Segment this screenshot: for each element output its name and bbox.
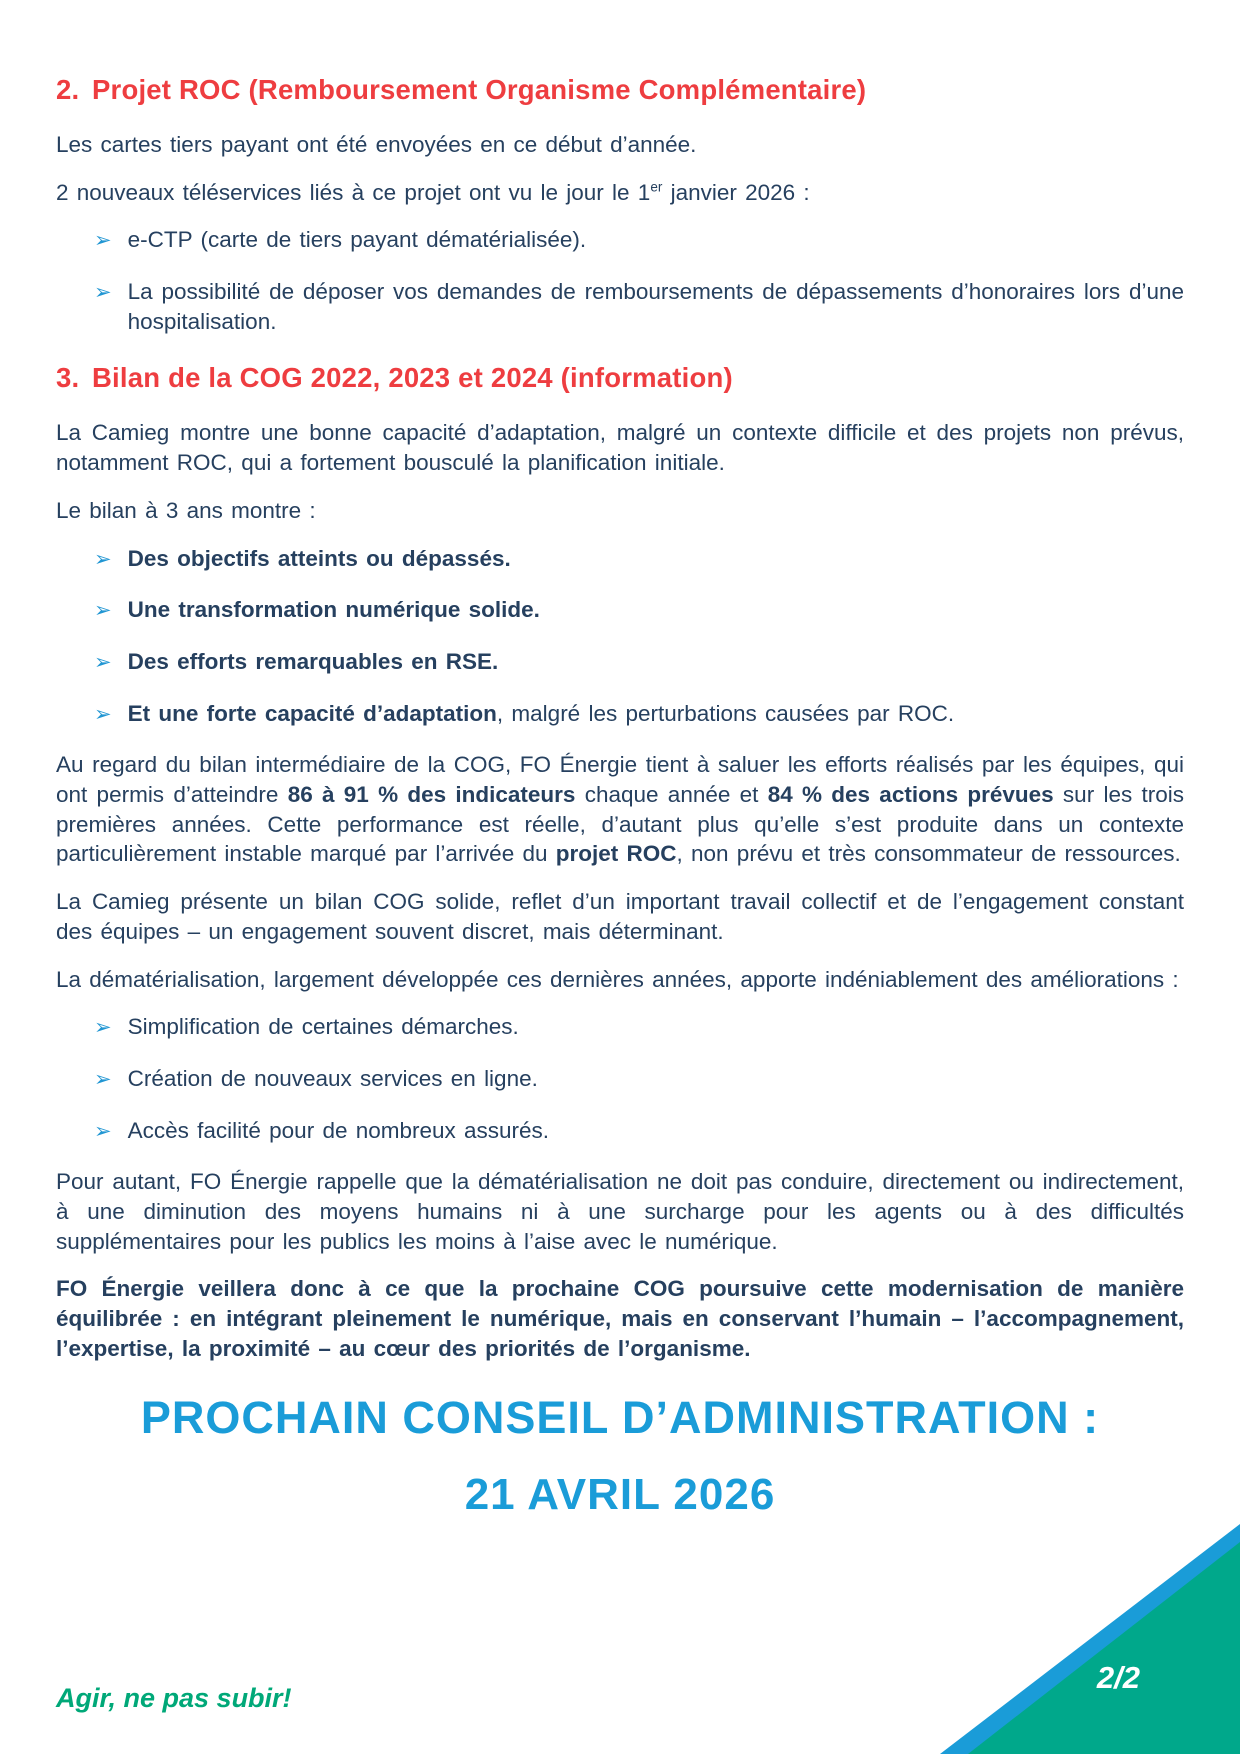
paragraph-bilan-cog-solide: La Camieg présente un bilan COG solide, reflet d’un important travail collectif et de l’engagement constant des équipes – un engagement souvent discret, mais déterminant. xyxy=(56,889,1184,944)
section-3-bullet-list xyxy=(56,1012,1184,1145)
paragraph-cartes-tiers-payant: Les cartes tiers payant ont été envoyées en ce début d’année. xyxy=(56,132,697,157)
arrow-bullet-icon: ➢ xyxy=(94,1119,112,1143)
list-item xyxy=(56,1012,1184,1042)
section-3-number: 3. xyxy=(56,362,80,394)
list-item-text: Des efforts remarquables en RSE. xyxy=(127,648,499,674)
list-item-text: Des objectifs atteints ou dépassés. xyxy=(127,545,511,571)
list-item xyxy=(56,277,1184,336)
arrow-bullet-icon: ➢ xyxy=(94,599,112,623)
arrow-bullet-icon: ➢ xyxy=(94,1016,112,1040)
paragraph-fo-energie-veillera: FO Énergie veillera donc à ce que la prochaine COG poursuive cette modernisation de manière équilibrée : en intégrant pleinement le numérique, mais en conservant l’humain – l’accompagnement, l’expertise, la proximité – au cœur des priorités de l’organisme. xyxy=(56,1276,1184,1361)
section-2-number: 2. xyxy=(56,74,80,105)
arrow-bullet-icon: ➢ xyxy=(94,281,112,305)
arrow-bullet-icon: ➢ xyxy=(94,702,112,726)
list-item-text: Accès facilité pour de nombreux assurés. xyxy=(127,1117,550,1143)
list-item xyxy=(56,595,1184,625)
list-item-text: Et une forte capacité d’adaptation, malgré les perturbations causées par ROC. xyxy=(127,700,955,726)
page-number: 2/2 xyxy=(1096,1660,1140,1695)
banner-line-2: 21 AVRIL 2026 xyxy=(464,1469,776,1519)
section-3-title: Bilan de la COG 2022, 2023 et 2024 (information) xyxy=(92,362,733,394)
paragraph-pour-autant: Pour autant, FO Énergie rappelle que la dématérialisation ne doit pas conduire, directement ou indirectement, à une diminution des moyens humains ni à une surcharge pour les agents ou à des difficultés supplémentaires pour les publics les moins à l’aise avec le numérique. xyxy=(56,1169,1184,1254)
page-corner-decoration xyxy=(940,1504,1240,1754)
list-item xyxy=(56,1064,1184,1094)
list-item-text: Simplification de certaines démarches. xyxy=(127,1014,519,1040)
section-2-heading xyxy=(56,74,1184,106)
list-item-text: La possibilité de déposer vos demandes de remboursements de dépassements d’honoraires lors d’une hospitalisation. xyxy=(127,279,1184,334)
footer-slogan: Agir, ne pas subir! xyxy=(56,1683,292,1713)
paragraph-camieg-adaptation: La Camieg montre une bonne capacité d’adaptation, malgré un contexte difficile et des projets non prévus, notamment ROC, qui a fortement bousculé la planification initiale. xyxy=(56,420,1184,476)
arrow-bullet-icon: ➢ xyxy=(94,229,112,253)
arrow-bullet-icon: ➢ xyxy=(94,650,112,674)
list-item xyxy=(56,544,1184,574)
list-item xyxy=(56,647,1184,677)
paragraph-bilan-3-ans: Le bilan à 3 ans montre : xyxy=(56,497,316,523)
arrow-bullet-icon: ➢ xyxy=(94,547,112,571)
banner-line-1: PROCHAIN CONSEIL D’ADMINISTRATION : xyxy=(140,1391,1100,1443)
paragraph-nouveaux-teleservices: 2 nouveaux téléservices liés à ce projet ont vu le jour le 1er janvier 2026 : xyxy=(56,179,810,205)
paragraph-bilan-intermediaire: Au regard du bilan intermédiaire de la COG, FO Énergie tient à saluer les efforts réalisés par les équipes, qui ont permis d’atteindre 86 à 91 % des indicateurs chaque année et 84 % des actions prévues sur les trois premières années. Cette performance est réelle, d’autant plus qu’elle s’est produite dans un contexte particulièrement instable marqué par l’arrivée du projet ROC, non prévu et très consommateur de ressources. xyxy=(56,752,1184,867)
list-item xyxy=(56,699,1184,729)
arrow-bullet-icon: ➢ xyxy=(94,1067,112,1091)
next-board-banner xyxy=(56,1392,1184,1520)
section-3-heading xyxy=(56,362,1184,394)
section-3-bold-bullet-list xyxy=(56,544,1184,729)
list-item-text: e-CTP (carte de tiers payant dématérialisée). xyxy=(127,227,587,253)
list-item xyxy=(56,1116,1184,1146)
list-item-text: Création de nouveaux services en ligne. xyxy=(127,1065,538,1091)
list-item xyxy=(56,225,1184,255)
paragraph-dematerialisation: La dématérialisation, largement développée ces dernières années, apporte indéniablement des améliorations : xyxy=(56,966,1179,992)
list-item-text: Une transformation numérique solide. xyxy=(127,597,540,623)
section-2-title: Projet ROC (Remboursement Organisme Complémentaire) xyxy=(92,74,867,105)
section-2-bullet-list xyxy=(56,225,1184,336)
